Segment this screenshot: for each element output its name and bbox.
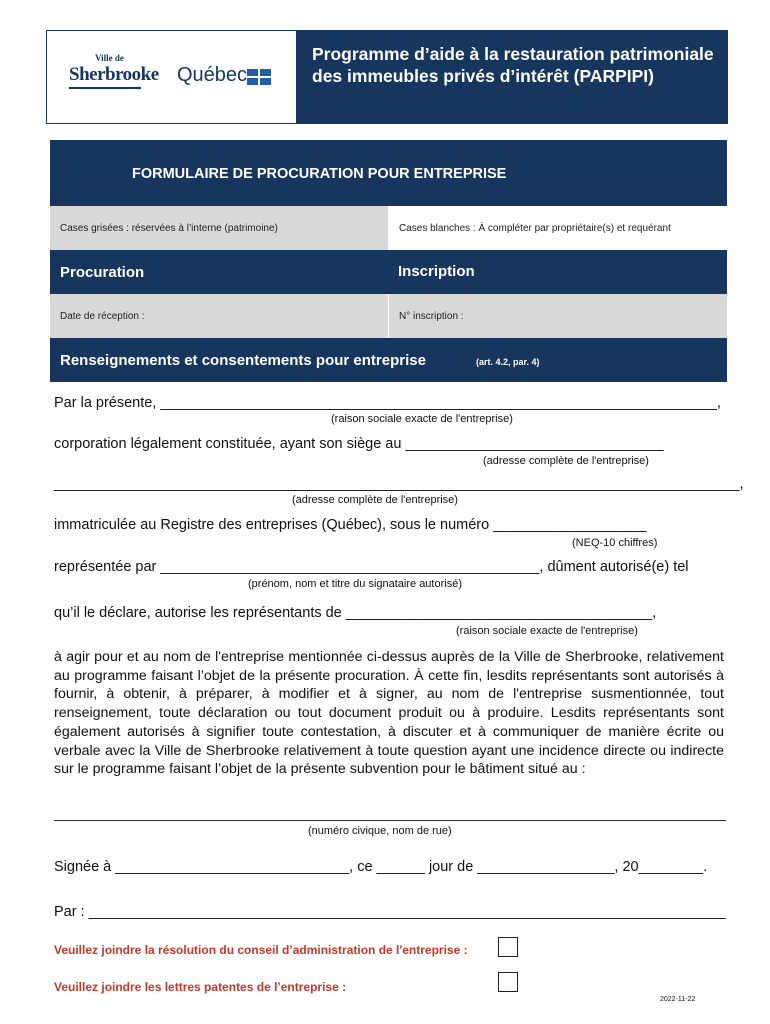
sherbrooke-logo: Sherbrooke <box>69 64 159 85</box>
legend-gray-text: Cases grisées : réservées à l’interne (patrimoine) <box>60 223 278 234</box>
quebec-fleurdelise-icon <box>247 69 271 85</box>
lettres-patentes-checkbox[interactable] <box>498 972 518 992</box>
line-signee[interactable]: Signée à _____________________________, ce ______ jour de _________________, 20________. <box>54 859 708 875</box>
line-adresse[interactable]: _____________________________________________________________________________________, <box>54 476 744 492</box>
renseignements-ref: (art. 4.2, par. 4) <box>476 357 540 367</box>
inscription-heading: Inscription <box>398 263 475 280</box>
legend-white-cell <box>388 206 727 250</box>
caption-representant: (prénom, nom et titre du signataire autorisé) <box>248 578 462 590</box>
program-title: Programme d’aide à la restauration patrimoniale des immeubles privés d’intérêt (PARPIPI) <box>312 44 714 86</box>
renseignements-band <box>50 338 727 382</box>
caption-neq: (NEQ-10 chiffres) <box>572 537 658 549</box>
procuration-band <box>50 250 727 294</box>
resolution-checkbox[interactable] <box>498 937 518 957</box>
legend-white-text: Cases blanches : À compléter par propriétaire(s) et requérant <box>399 223 671 234</box>
line-siege[interactable]: corporation légalement constituée, ayant son siège au ________________________________ <box>54 436 664 452</box>
caption-siege: (adresse complète de l'entreprise) <box>483 455 649 467</box>
caption-adresse: (adresse complète de l'entreprise) <box>292 494 458 506</box>
procuration-heading: Procuration <box>60 264 145 281</box>
form-title: FORMULAIRE DE PROCURATION POUR ENTREPRISE <box>132 166 507 182</box>
quebec-logo: Québec <box>177 64 248 86</box>
line-par[interactable]: Par : _______________________________________________________________________________ <box>54 904 726 920</box>
no-inscription-label: N° inscription : <box>399 311 464 322</box>
line-neq[interactable]: immatriculée au Registre des entreprises (Québec), sous le numéro ___________________ <box>54 517 647 533</box>
note-lettres-patentes: Veuillez joindre les lettres patentes de l’entreprise : <box>54 980 347 994</box>
address-line[interactable] <box>54 820 726 821</box>
reception-row-divider <box>388 294 389 338</box>
note-resolution: Veuillez joindre la résolution du conseil d’administration de l'entreprise : <box>54 943 468 957</box>
date-reception-label: Date de réception : <box>60 311 145 322</box>
footer-date: 2022-11-22 <box>660 996 696 1003</box>
line-raison-sociale[interactable]: Par la présente, _____________________________________________________________________, <box>54 395 721 411</box>
renseignements-heading: Renseignements et consentements pour entreprise <box>60 352 426 369</box>
program-title-block <box>296 31 727 123</box>
form-title-band <box>50 140 727 206</box>
authorization-paragraph: à agir pour et au nom de l'entreprise mentionnée ci-dessus auprès de la Ville de Sherbrooke, relativement au programme faisant l’objet de la présente procuration. À cette fin, lesdits représentants sont autorisés à fournir, à obtenir, à préparer, à modifier et à signer, au nom de l'entreprise susmentionnée, tout renseignement, toute déclaration ou tout document produit ou à produire. Lesdits représentants sont également autorisés à signifier toute contestation, à discuter et à communiquer de manière écrite ou verbale avec la Ville de Sherbrooke relativement à toute question ayant une incidence directe ou indirecte sur le programme faisant l’objet de la présente subvention pour le bâtiment situé au : <box>54 649 724 778</box>
caption-address: (numéro civique, nom de rue) <box>308 825 452 837</box>
reception-row <box>50 294 727 338</box>
sherbrooke-logo-small: Ville de <box>95 53 124 63</box>
line-representant[interactable]: représentée par _______________________________________________, dûment autorisé(e) tel <box>54 559 689 575</box>
sherbrooke-logo-underline <box>69 87 141 89</box>
caption-representants: (raison sociale exacte de l'entreprise) <box>456 625 638 637</box>
legend-gray-cell <box>50 206 388 250</box>
caption-raison-sociale: (raison sociale exacte de l'entreprise) <box>331 413 513 425</box>
logo-area <box>47 31 295 123</box>
line-representants[interactable]: qu’il le déclare, autorise les représentants de ______________________________________, <box>54 605 657 621</box>
